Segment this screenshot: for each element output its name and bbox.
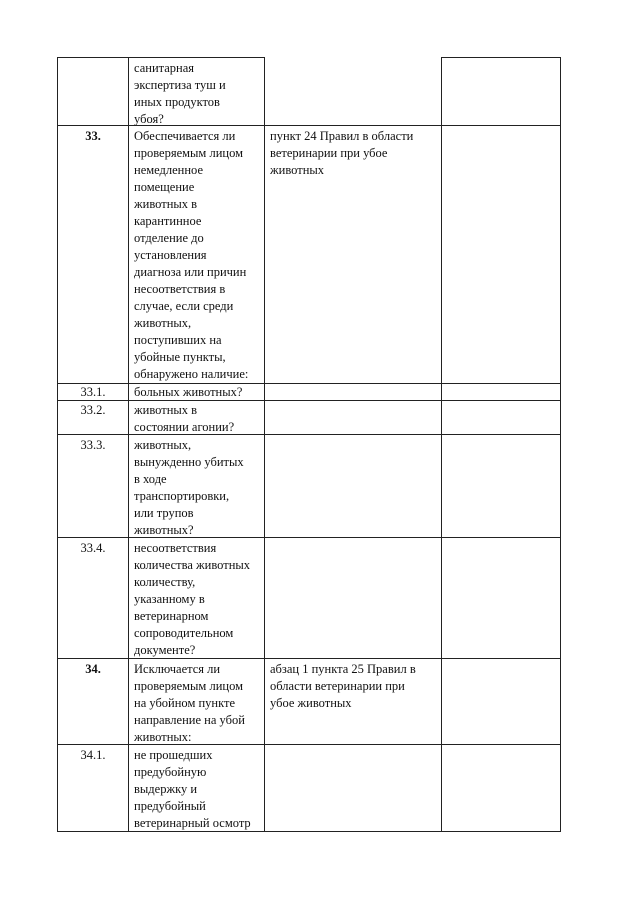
reference-cell: абзац 1 пункта 25 Правил в области ветеринарии при убое животных <box>270 662 416 710</box>
row-line <box>57 57 265 58</box>
row-line <box>57 434 561 435</box>
row-number: 34. <box>85 662 101 676</box>
row-number: 33.3. <box>80 438 106 452</box>
question-cell: Обеспечивается ли проверяемым лицом немедленное помещение животных в карантинное отделение до установления диагноза или причин несоответствия в случае, если среди животных, поступивших на убойные пункты, обнаружено наличие: <box>134 129 249 381</box>
row-line <box>57 400 561 401</box>
question-cell: не прошедших предубойную выдержку и предубойный ветеринарный осмотр <box>134 748 251 830</box>
row-number: 33.4. <box>80 541 106 555</box>
row-number: 34.1. <box>80 748 106 762</box>
row-line <box>57 658 561 659</box>
question-cell: животных в состоянии агонии? <box>134 403 235 434</box>
question-cell: санитарная экспертиза туш и иных продуктов убоя? <box>134 61 226 126</box>
row-line <box>57 831 561 832</box>
col-line <box>560 57 561 832</box>
col-line <box>441 57 442 832</box>
question-cell: несоответствия количества животных количеству, указанному в ветеринарном сопроводительном документе? <box>134 541 251 657</box>
col-line <box>264 57 265 832</box>
question-cell: животных, вынужденно убитых в ходе транспортировки, или трупов животных? <box>134 438 244 537</box>
row-line <box>57 537 561 538</box>
row-line <box>57 125 561 126</box>
row-line <box>57 744 561 745</box>
question-cell: Исключается ли проверяемым лицом на убойном пункте направление на убой животных: <box>134 662 245 744</box>
row-line <box>57 383 561 384</box>
row-number: 33.1. <box>80 385 106 399</box>
question-cell: больных животных? <box>134 385 243 399</box>
reference-cell: пункт 24 Правил в области ветеринарии при убое животных <box>270 129 414 177</box>
row-number: 33. <box>85 129 101 143</box>
col-line <box>128 57 129 832</box>
row-line <box>441 57 561 58</box>
row-number: 33.2. <box>80 403 106 417</box>
